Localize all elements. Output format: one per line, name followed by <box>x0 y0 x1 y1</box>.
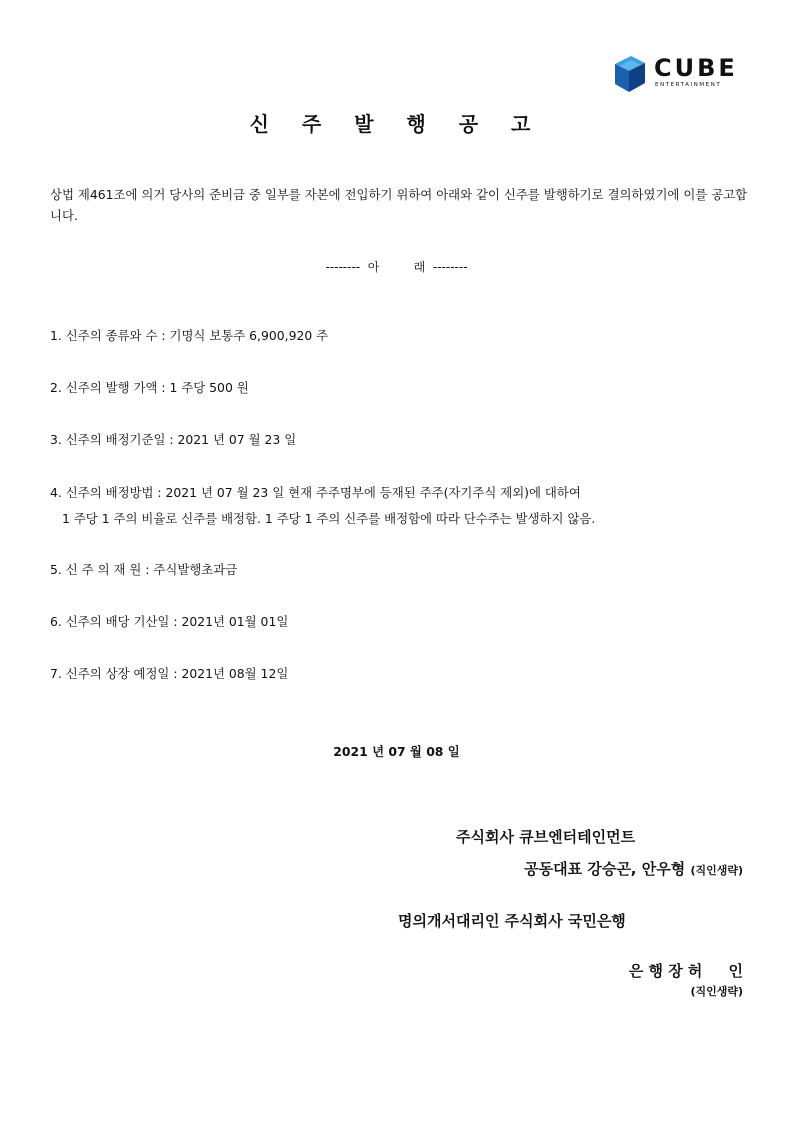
seal-omitted-note-2: (직인생략) <box>690 985 743 998</box>
item-issue-price: 2. 신주의 발행 가액 : 1 주당 500 원 <box>50 380 249 395</box>
item-listing-date: 7. 신주의 상장 예정일 : 2021년 08월 12일 <box>50 666 289 681</box>
item-allocation-method: 4. 신주의 배정방법 : 2021 년 07 월 23 일 현재 주주명부에 등재된 주주(자기주식 제외)에 대하여 <box>50 485 581 500</box>
notice-date: 2021 년 07 월 08 일 <box>333 744 460 759</box>
item-funding-source: 5. 신 주 의 재 원 : 주식발행초과금 <box>50 562 238 577</box>
logo-subtitle: ENTERTAINMENT <box>655 82 722 88</box>
item-record-date: 3. 신주의 배정기준일 : 2021 년 07 월 23 일 <box>50 432 297 447</box>
item-dividend-start-date: 6. 신주의 배당 기산일 : 2021년 01월 01일 <box>50 614 289 629</box>
company-name: 주식회사 큐브엔터테인먼트 <box>456 828 636 846</box>
section-separator: -------- 아 래 -------- <box>325 260 468 274</box>
transfer-agent: 명의개서대리인 주식회사 국민은행 <box>398 912 626 930</box>
bank-head-name: 은 행 장 허 인 <box>628 962 743 980</box>
representative-names: 공동대표 강승곤, 안우형 <box>524 860 686 878</box>
seal-omitted-note: (직인생략) <box>690 864 743 877</box>
intro-paragraph: 상법 제461조에 의거 당사의 준비금 중 일부를 자본에 전입하기 위하여 아래와 같이 신주를 발행하기로 결의하였기에 이를 공고합니다. <box>50 187 748 223</box>
document-title: 신 주 발 행 공 고 <box>249 112 544 136</box>
bank-head-line <box>618 942 743 999</box>
company-logo <box>611 52 751 98</box>
item-share-type: 1. 신주의 종류와 수 : 기명식 보통주 6,900,920 주 <box>50 328 329 343</box>
item-allocation-method-continued: 1 주당 1 주의 비율로 신주를 배정함. 1 주당 1 주의 신주를 배정함에 따라 단수주는 발생하지 않음. <box>62 511 596 526</box>
logo-wordmark: CUBE <box>654 54 738 82</box>
representative-line <box>524 858 743 879</box>
cube-logo-icon <box>611 54 647 94</box>
